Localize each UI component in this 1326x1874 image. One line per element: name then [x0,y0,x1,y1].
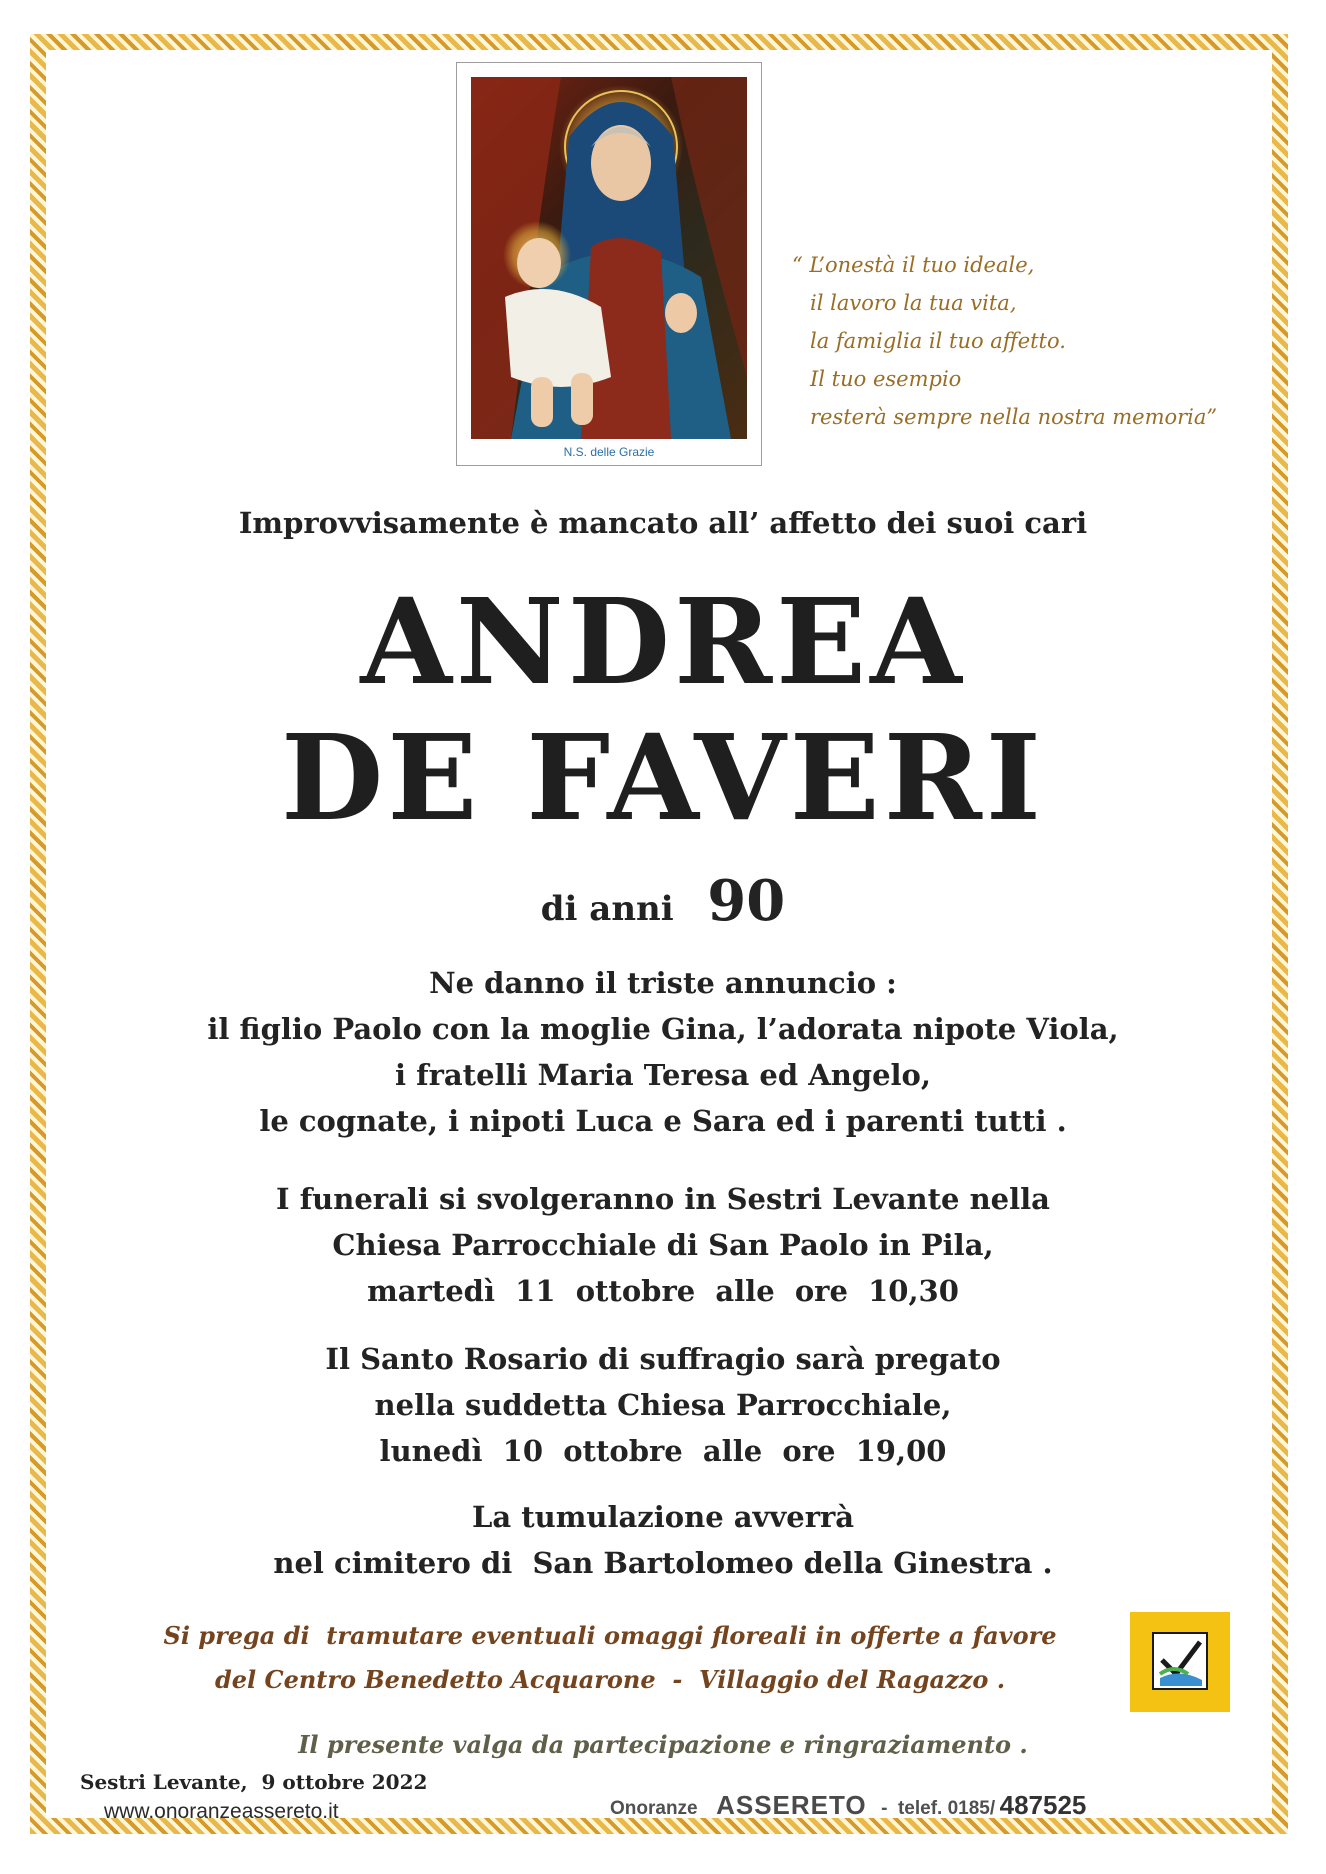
picture-caption: N.S. delle Grazie [563,445,655,459]
intro-text: Improvvisamente è mancato all’ affetto dei suoi cari [238,506,1088,540]
verse-line: resterà sempre nella nostra memoria” [810,405,1218,429]
phone-number: 487525 [999,1790,1087,1820]
rosary-line: nella suddetta Chiesa Parrocchiale, [374,1388,952,1422]
holy-picture-card [456,62,762,466]
verse-line: il lavoro la tua vita, [810,291,1017,315]
deceased-last-name: DE FAVERI [281,708,1045,847]
deceased-first-name: ANDREA [360,572,966,711]
madonna-painting [471,77,747,439]
rosary-line: Il Santo Rosario di suffragio sarà pregato [325,1342,1001,1376]
verse-line: la famiglia il tuo affetto. [810,329,1066,353]
thanks-text: Il presente valga da partecipazione e ringraziamento . [298,1730,1028,1759]
funeral-block [0,1176,1326,1314]
donation-request [100,1614,1120,1702]
age-line [0,868,1326,934]
website-link[interactable]: www.onoranzeassereto.it [104,1800,339,1823]
funeral-home-info [610,1790,1086,1821]
checkmark-icon [1152,1632,1208,1690]
announcement-line: il figlio Paolo con la moglie Gina, l’adorata nipote Viola, [207,1012,1119,1046]
phone-label: - telef. 0185/ [881,1798,996,1819]
burial-line: nel cimitero di San Bartolomeo della Ginestra . [273,1546,1053,1580]
age-label: di anni [540,889,674,929]
request-line: Si prega di tramutare eventuali omaggi floreali in offerte a favore [163,1621,1057,1650]
onoranze-label: Onoranze [610,1798,698,1819]
announcement-block [0,960,1326,1144]
age-value: 90 [707,868,786,934]
charity-logo [1130,1612,1230,1712]
burial-block [0,1494,1326,1586]
funeral-home-name: ASSERETO [716,1790,867,1820]
announcement-line: Ne danno il triste annuncio : [429,966,897,1000]
funeral-line: I funerali si svolgeranno in Sestri Levante nella [276,1182,1050,1216]
madonna-and-child-icon [471,77,747,439]
burial-line: La tumulazione avverrà [471,1500,855,1534]
verse-line: Il tuo esempio [810,367,962,391]
rosary-line: lunedì 10 ottobre alle ore 19,00 [379,1434,947,1468]
announcement-line: le cognate, i nipoti Luca e Sara ed i parenti tutti . [259,1104,1067,1138]
verse-line: “ L’onestà il tuo ideale, [792,253,1035,277]
request-line: del Centro Benedetto Acquarone - Villaggio del Ragazzo . [214,1665,1006,1694]
announcement-line: i fratelli Maria Teresa ed Angelo, [395,1058,931,1092]
place-date: Sestri Levante, 9 ottobre 2022 [80,1770,428,1794]
funeral-line: Chiesa Parrocchiale di San Paolo in Pila, [332,1228,994,1262]
memorial-verse [792,246,1252,436]
rosary-block [0,1336,1326,1474]
funeral-line: martedì 11 ottobre alle ore 10,30 [367,1274,959,1308]
